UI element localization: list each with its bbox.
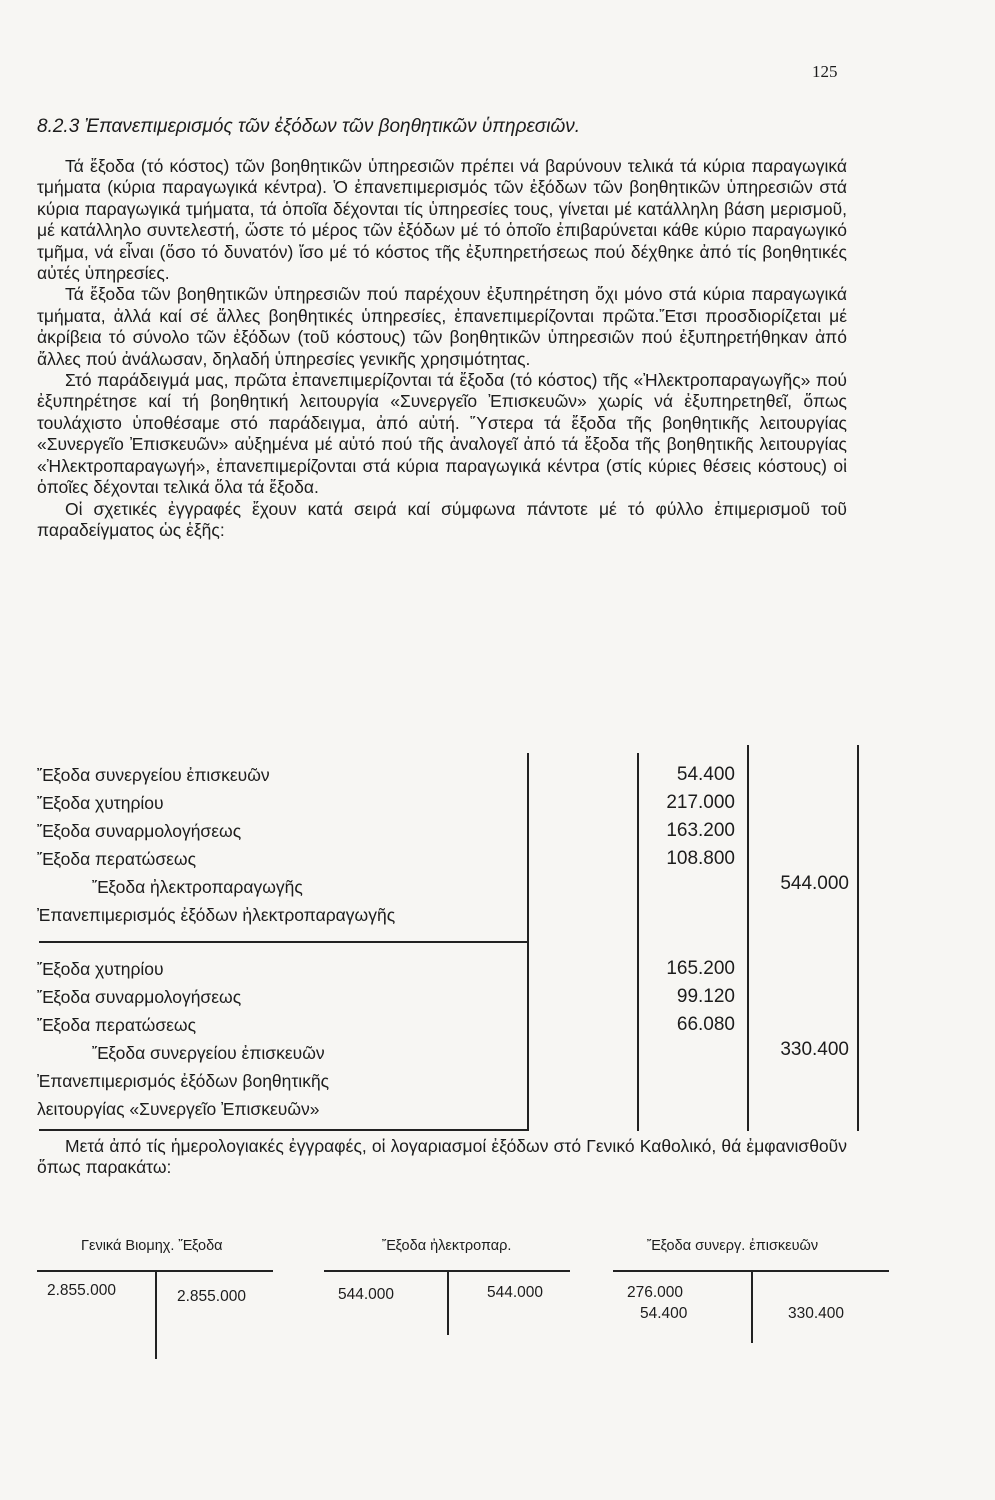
journal-debit-account: Ἔξοδα χυτηρίου: [37, 793, 164, 813]
paragraph: Μετά ἀπό τίς ἡμερολογιακές ἐγγραφές, οἱ λογαριασμοί ἐξόδων στό Γενικό Καθολικό, θά ἐμφανισθοῦν ὅπως παρακάτω:: [37, 1136, 847, 1178]
journal-debit-amount: 163.200: [666, 820, 735, 841]
journal-rule: [857, 745, 859, 1131]
section-title: Ἐπανεπιμερισμός τῶν ἐξόδων τῶν βοηθητικῶν ὑπηρεσιῶν.: [84, 116, 581, 137]
journal-description: Ἐπανεπιμερισμός ἐξόδων ἠλεκτροπαραγωγῆς: [37, 905, 396, 925]
journal-credit-account: Ἔξοδα συνεργείου ἐπισκευῶν: [92, 1043, 325, 1063]
journal-debit-amount: 66.080: [676, 1014, 735, 1035]
t-account-debit-amount: 2.855.000: [47, 1282, 116, 1299]
paragraph: Οἱ σχετικές ἐγγραφές ἔχουν κατά σειρά καί σύμφωνα πάντοτε μέ τό φύλλο ἐπιμερισμοῦ τοῦ παραδείγματος ὡς ἑξῆς:: [37, 498, 847, 540]
journal-credit-amount: 544.000: [780, 873, 849, 894]
t-account-center-rule: [447, 1271, 449, 1335]
page-number: 125: [812, 62, 838, 81]
journal-entries: [37, 745, 867, 1135]
journal-debit-amount: 99.120: [676, 986, 735, 1007]
paragraph: Στό παράδειγμά μας, πρῶτα ἐπανεπιμερίζονται τά ἔξοδα (τό κόστος) τῆς «Ἠλεκτροπαραγωγῆς» πού ἐξυπηρέτησε καί τή βοηθητική λειτουργία «Συνεργεῖο Ἐπισκευῶν» χωρίς νά ἐξυπηρετηθεῖ, ὅπως τουλάχιστο ὑποθέσαμε στό παράδειγμα, ἀπό αὐτή. Ὕστερα τά ἔξοδα τῆς βοηθητικῆς λειτουργίας «Συνεργεῖο Ἐπισκευῶν» αὐξημένα μέ αὐτό πού τῆς ἀναλογεῖ ἀπό τά ἔξοδα τῆς βοηθητικῆς λειτουργίας «Ἠλεκτροπαραγωγή», ἐπανεπιμερίζονται στά κύρια παραγωγικά κέντρα (στίς κύριες θέσεις κόστους) οἱ ὁποῖες δέχονται τελικά ὅλα τά ἔξοδα.: [37, 370, 847, 498]
closing-paragraph: [37, 1136, 847, 1179]
t-account-center-rule: [155, 1271, 157, 1359]
t-account: [324, 1238, 570, 1363]
journal-separator: [39, 1129, 529, 1131]
journal-debit-account: Ἔξοδα συναρμολογήσεως: [37, 987, 242, 1007]
journal-rule: [747, 745, 749, 1131]
journal-credit-account: Ἔξοδα ἠλεκτροπαραγωγῆς: [92, 877, 303, 897]
t-account-title: Γενικά Βιομηχ. Ἔξοδα: [81, 1238, 223, 1254]
journal-separator: [39, 941, 529, 943]
t-account: [613, 1238, 889, 1363]
journal-debit-account: Ἔξοδα συνεργείου ἐπισκευῶν: [37, 765, 270, 785]
journal-debit-amount: 108.800: [666, 848, 735, 869]
section-heading: [37, 116, 580, 138]
t-account-credit-amount: 544.000: [487, 1284, 544, 1301]
journal-debit-amount: 165.200: [666, 958, 735, 979]
journal-credit-amount: 330.400: [780, 1039, 849, 1060]
t-account-credit-amount: 2.855.000: [177, 1288, 246, 1305]
journal-description: λειτουργίας «Συνεργεῖο Ἐπισκευῶν»: [37, 1099, 320, 1119]
t-account: [37, 1238, 273, 1363]
t-account-title: Ἔξοδα ἠλεκτροπαρ.: [382, 1238, 512, 1254]
journal-debit-amount: 217.000: [666, 792, 735, 813]
t-account-debit-amount: 276.000: [627, 1284, 684, 1301]
t-account-credit-amount: 330.400: [788, 1305, 845, 1322]
t-account-center-rule: [751, 1271, 753, 1343]
body-text: [37, 156, 847, 541]
paragraph: Τά ἔξοδα τῶν βοηθητικῶν ὑπηρεσιῶν πού παρέχουν ἐξυπηρέτηση ὄχι μόνο στά κύρια παραγωγικά τμήματα, ἀλλά καί σέ ἄλλες βοηθητικές ὑπηρεσίες, ἐπανεπιμερίζονται πρῶτα.Ἔτσι προσδιορίζεται μέ ἀκρίβεια τό σύνολο τῶν ἐξόδων (τοῦ κόστους) τῶν βοηθητικῶν ὑπηρεσιῶν πού ἐξυπηρετήθηκαν ἀπό ἄλλες πού ἀνάλωσαν, δηλαδή ὑπηρεσίες γενικῆς χρησιμότητας.: [37, 284, 847, 369]
journal-description: Ἐπανεπιμερισμός ἐξόδων βοηθητικῆς: [37, 1071, 330, 1091]
t-account-title: Ἔξοδα συνεργ. ἐπισκευῶν: [647, 1238, 819, 1254]
journal-debit-account: Ἔξοδα περατώσεως: [37, 1015, 197, 1035]
section-number: 8.2.3: [37, 116, 80, 137]
journal-debit-account: Ἔξοδα χυτηρίου: [37, 959, 164, 979]
journal-debit-account: Ἔξοδα περατώσεως: [37, 849, 197, 869]
journal-debit-account: Ἔξοδα συναρμολογήσεως: [37, 821, 242, 841]
t-account-debit-amount: 544.000: [338, 1286, 395, 1303]
t-account-debit-amount: 54.400: [640, 1305, 688, 1322]
journal-debit-amount: 54.400: [676, 764, 735, 785]
paragraph: Τά ἔξοδα (τό κόστος) τῶν βοηθητικῶν ὑπηρεσιῶν πρέπει νά βαρύνουν τελικά τά κύρια παραγωγικά τμήματα (κύρια παραγωγικά κέντρα). Ὁ ἐπανεπιμερισμός τῶν ἐξόδων τῶν βοηθητικῶν ὑπηρεσιῶν στά κύρια παραγωγικά τμήματα, τά ὁποῖα δέχονται τίς ὑπηρεσίες τους, γίνεται μέ κατάλληλη βάση μερισμοῦ, μέ κατάλληλο συντελεστή, ὥστε τό μέρος τῶν ἐξόδων μέ τό ὁποῖο ἐπιβαρύνεται κάθε κύριο παραγωγικό τμῆμα, νά εἶναι (ὅσο τό δυνατόν) ἴσο μέ τό κόστος τῆς ἐξυπηρετήσεως πού δέχθηκε ἀπό τίς βοηθητικές αὐτές ὑπηρεσίες.: [37, 156, 847, 284]
